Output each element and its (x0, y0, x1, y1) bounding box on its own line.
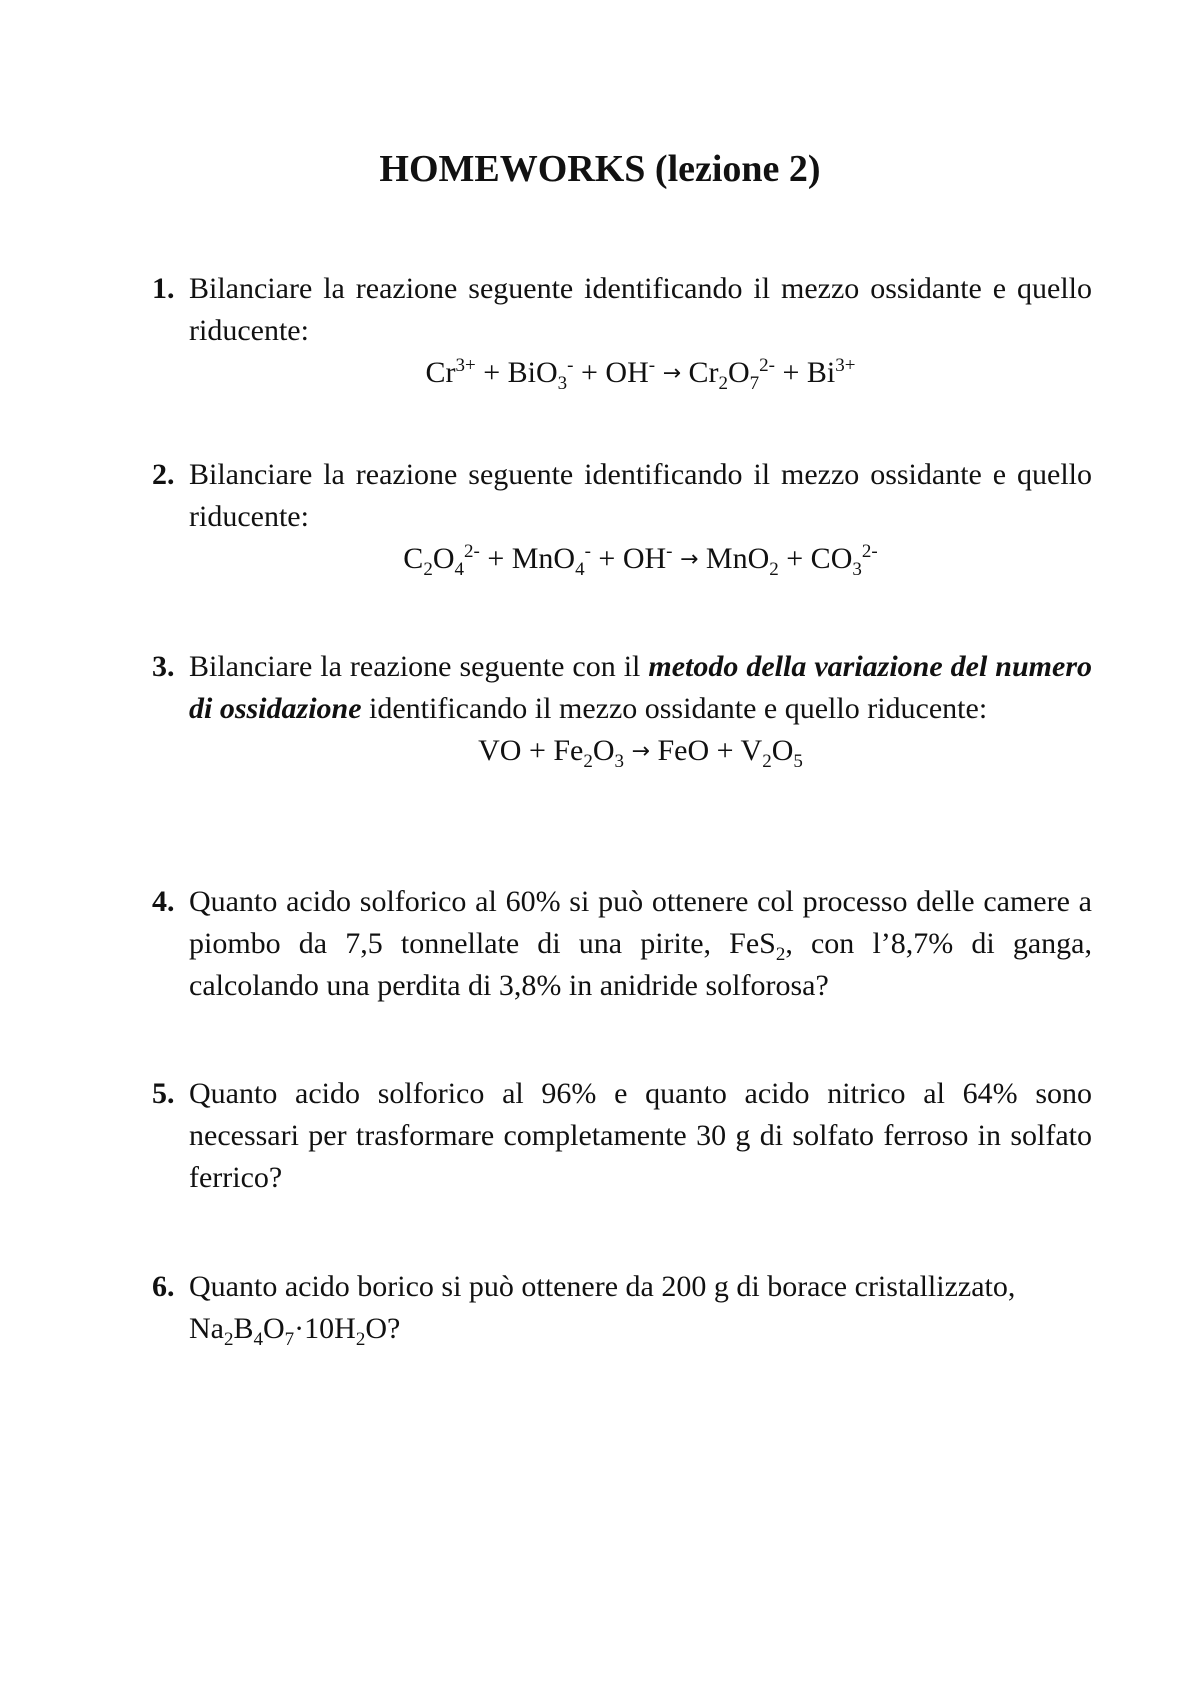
exercise-text: Quanto acido solforico al 60% si può ottenere col processo delle camere a piombo da 7,5 tonnellate di una pirite, FeS$_2$, con l’8,7% di ganga, calcolando una perdita di 3,8% in anidride solforosa? (189, 885, 1092, 1002)
right-arrow-icon: → (662, 361, 681, 386)
exercise-5 (152, 1073, 1092, 1199)
exercise-text: Quanto acido solforico al 96% e quanto acido nitrico al 64% sono necessari per trasformare completamente 30 g di solfato ferroso in solfato ferrico? (189, 1077, 1092, 1194)
chemical-equation: $C_2O_4^{2-} + MnO_4^- + OH^- \to MnO_2 + CO_3^{2-}$ (403, 541, 878, 580)
chemical-formula: $Na_2B_4O_7\cdot 10H_2O$? (189, 1312, 401, 1350)
exercise-2 (152, 454, 1092, 583)
exercise-number: 6. (152, 1270, 175, 1303)
exercise-6 (152, 1266, 1092, 1350)
right-arrow-icon: → (679, 547, 699, 572)
right-arrow-icon: → (631, 739, 650, 764)
exercise-number: 2. (152, 458, 175, 491)
chemical-equation: $Cr^{3+} + BiO_3^- + OH^- \to Cr_2O_7^{2-} + Bi^{3+}$ (425, 355, 856, 394)
exercise-4 (152, 881, 1092, 1007)
exercise-3 (152, 646, 1092, 775)
exercise-text: Quanto acido borico si può ottenere da 200 g di borace cristallizzato, (189, 1270, 1016, 1303)
exercise-number: 1. (152, 272, 175, 305)
exercise-number: 3. (152, 650, 175, 683)
page-title: HOMEWORKS (lezione 2) (379, 148, 821, 190)
exercise-number: 4. (152, 885, 175, 918)
exercise-number: 5. (152, 1077, 175, 1110)
emphasized-method: metodo della variazione del numero di ossidazione (189, 650, 1092, 725)
exercise-text: Bilanciare la reazione seguente identificando il mezzo ossidante e quello riducente: (189, 272, 1092, 347)
chemical-equation: VO + $Fe_2O_3$ → FeO + $V_2O_5$ (478, 734, 803, 772)
exercise-text: Bilanciare la reazione seguente con il metodo della variazione del numero di ossidazione identificando il mezzo ossidante e quello riducente: (189, 650, 1092, 725)
exercise-1 (152, 268, 1092, 397)
exercise-text: Bilanciare la reazione seguente identificando il mezzo ossidante e quello riducente: (189, 458, 1092, 533)
